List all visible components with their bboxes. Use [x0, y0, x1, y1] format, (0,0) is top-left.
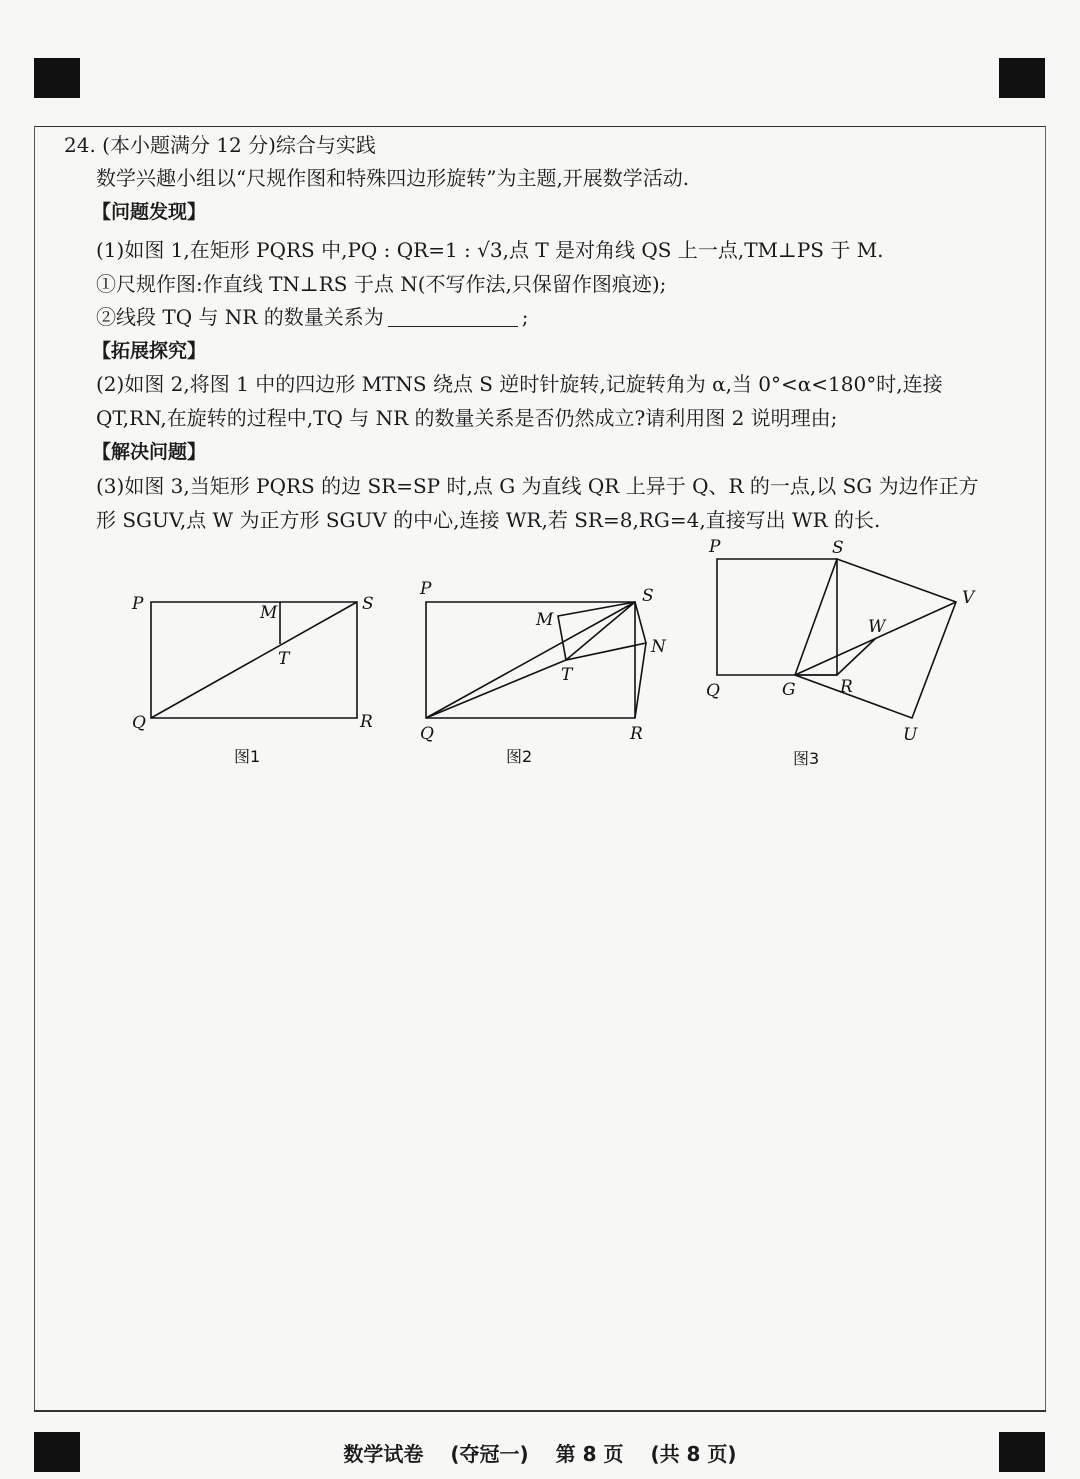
- fig2-label-n: N: [651, 637, 666, 657]
- footer-page: 第 8 页: [555, 1442, 624, 1466]
- fig3-label-r: R: [840, 677, 853, 697]
- fig1-label-p: P: [132, 594, 144, 614]
- fig3-label-p: P: [709, 537, 721, 557]
- fig2-label-s: S: [642, 586, 654, 606]
- part1-sub1: ①尺规作图:作直线 TN⊥RS 于点 N(不写作法,只保留作图痕迹);: [96, 272, 667, 296]
- section-heading-discovery: 【问题发现】: [92, 201, 207, 223]
- figure-2: [419, 579, 667, 766]
- fig2-segment-st: [566, 602, 635, 660]
- figures-svg: [0, 530, 1080, 780]
- footer-edition: (夺冠一): [450, 1442, 529, 1466]
- fig2-caption: 图2: [506, 747, 533, 766]
- footer-rule: [34, 1410, 1046, 1412]
- fig1-label-q: Q: [132, 713, 146, 733]
- figure-1: [131, 594, 374, 766]
- fig2-segment-rn: [635, 643, 646, 718]
- fig1-label-m: M: [260, 603, 278, 623]
- part3-line1: (3)如图 3,当矩形 PQRS 的边 SR=SP 时,点 G 为直线 QR 上异于 Q、R 的一点,以 SG 为边作正方: [96, 474, 979, 498]
- registration-mark-top-right: [999, 58, 1045, 98]
- question-title: 24. (本小题满分 12 分)综合与实践: [64, 133, 376, 157]
- footer-total: (共 8 页): [650, 1442, 737, 1466]
- figure-3: [706, 537, 976, 768]
- question-intro: 数学兴趣小组以“尺规作图和特殊四边形旋转”为主题,开展数学活动.: [96, 166, 690, 190]
- fig1-caption: 图1: [234, 747, 261, 766]
- fig3-label-w: W: [868, 617, 886, 637]
- fig3-label-u: U: [903, 725, 918, 745]
- fig2-label-r: R: [630, 724, 643, 744]
- page-footer: [0, 1438, 1080, 1467]
- fig3-label-g: G: [782, 680, 796, 700]
- fig1-label-r: R: [360, 712, 373, 732]
- part1-sub2-text: ②线段 TQ 与 NR 的数量关系为: [96, 305, 384, 329]
- part2-line2: QT,RN,在旋转的过程中,TQ 与 NR 的数量关系是否仍然成立?请利用图 2 说明理由;: [96, 406, 838, 430]
- fig2-diagonal-qs: [426, 602, 635, 718]
- fig3-segment-wr: [837, 638, 876, 675]
- fig3-label-v: V: [962, 588, 975, 608]
- part3-line2: 形 SGUV,点 W 为正方形 SGUV 的中心,连接 WR,若 SR=8,RG=4,直接写出 WR 的长.: [96, 508, 881, 532]
- section-heading-extension: 【拓展探究】: [92, 340, 207, 362]
- part1-statement: (1)如图 1,在矩形 PQRS 中,PQ : QR=1 : √3,点 T 是对角线 QS 上一点,TM⊥PS 于 M.: [96, 238, 884, 262]
- fig2-label-m: M: [536, 610, 554, 630]
- section-heading-solve: 【解决问题】: [92, 441, 207, 463]
- fig2-label-q: Q: [420, 724, 434, 744]
- answer-blank[interactable]: [388, 306, 518, 327]
- fig2-quadrilateral-mtns: [558, 602, 646, 660]
- fig2-label-t: T: [561, 665, 573, 685]
- fig3-label-q: Q: [706, 681, 720, 701]
- part1-sub2-end: ;: [521, 305, 529, 329]
- fig3-square-pqrs: [717, 559, 837, 675]
- registration-mark-top-left: [34, 58, 80, 98]
- fig1-label-s: S: [362, 594, 374, 614]
- part1-sub2: [96, 304, 528, 330]
- fig1-diagonal-qs: [151, 602, 357, 718]
- fig2-segment-qt: [426, 660, 566, 718]
- fig2-label-p: P: [420, 579, 432, 599]
- fig3-label-s: S: [832, 538, 844, 558]
- fig3-caption: 图3: [793, 749, 820, 768]
- footer-subject: 数学试卷: [343, 1442, 424, 1466]
- part2-line1: (2)如图 2,将图 1 中的四边形 MTNS 绕点 S 逆时针旋转,记旋转角为 α,当 0°<α<180°时,连接: [96, 372, 943, 396]
- fig1-label-t: T: [278, 649, 290, 669]
